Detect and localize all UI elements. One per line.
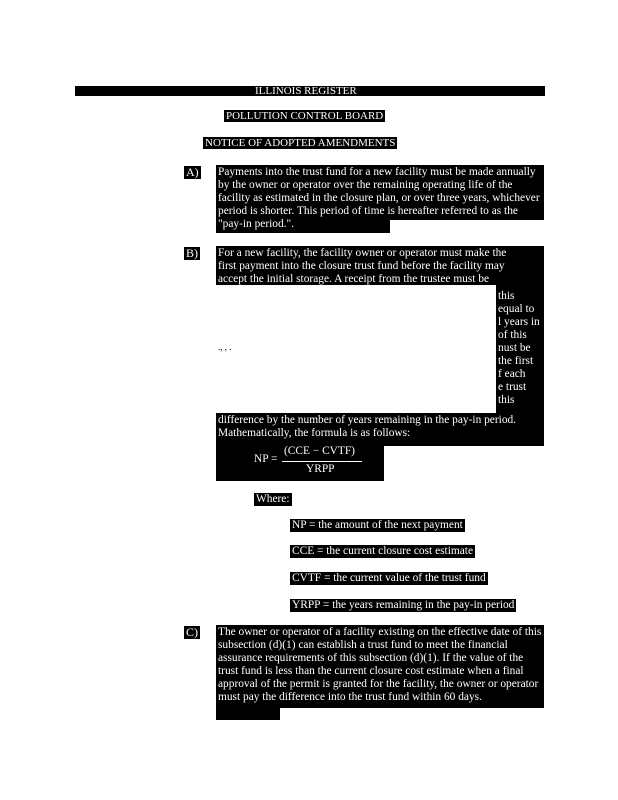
section-b-fragment: l years in [496,316,544,329]
section-c-text [216,625,544,720]
section-a-label: A) [186,165,199,179]
definition-cce: CCE = the current closure cost estimate [292,545,474,557]
section-b-line: difference by the number of years remaining in the pay-in period. [218,414,517,426]
definition-yrpp: YRPP = the years remaining in the pay-in period [292,599,515,611]
definition-cvtf: CVTF = the current value of the trust fund [292,572,486,584]
section-c-label: C) [186,625,198,639]
section-b-fragment: equal to [496,303,544,316]
section-c-body: The owner or operator of a facility existing on the effective date of this subsection (d)(1) can establish a trust fund to meet the financial assurance requirements of this subsection (d)(1). If the value of the trust fund is less than the current closure cost estimate when a final approval of the permit is granted for the facility, the owner or operator must pay the difference into the trust fund within 60 days. [218,626,542,704]
section-c-tail-gap [280,708,546,722]
section-b-line: Mathematically, the formula is as follows: [218,427,411,440]
section-b-fragment: of this [496,329,544,342]
formula-lhs: NP = [254,453,278,465]
formula-denominator: YRPP [306,463,335,475]
where-label: Where: [256,493,290,505]
section-b-line: For a new facility, the facility owner or operator must make the [218,247,507,259]
fraction-bar [282,461,362,462]
notice-title: NOTICE OF ADOPTED AMENDMENTS [205,137,396,149]
section-b-line: accept the initial storage. A receipt from the trustee must be [218,273,490,286]
section-b-fragment: this [496,290,544,303]
section-a-body: Payments into the trust fund for a new facility must be made annually by the owner or operator over the remaining operating life of the facility as estimated in the closure plan, or over three years, whichever period is shorter. This period of time is hereafter referred to as the "pay-in period.". [218,166,540,231]
section-b-fragment: e trust [496,381,544,394]
definition-np: NP = the amount of the next payment [292,519,463,531]
redacted-region [198,285,496,419]
section-b-fragment: f each [496,368,544,381]
section-b-line: first payment into the closure trust fund before the facility may [218,260,505,273]
section-b-closing [216,413,544,445]
section-b-fragment: nust be [496,342,544,355]
section-b-label: B) [186,246,198,260]
register-title: ILLINOIS REGISTER [255,85,357,97]
stray-mark: ., , . [218,342,232,352]
section-b-fragment: the first [496,355,544,368]
payment-formula [216,445,384,481]
section-a-tail-gap [390,220,546,234]
formula-numerator: (CCE − CVTF) [284,445,355,457]
section-b-fragment: this [496,394,544,407]
board-name: POLLUTION CONTROL BOARD [226,110,384,122]
